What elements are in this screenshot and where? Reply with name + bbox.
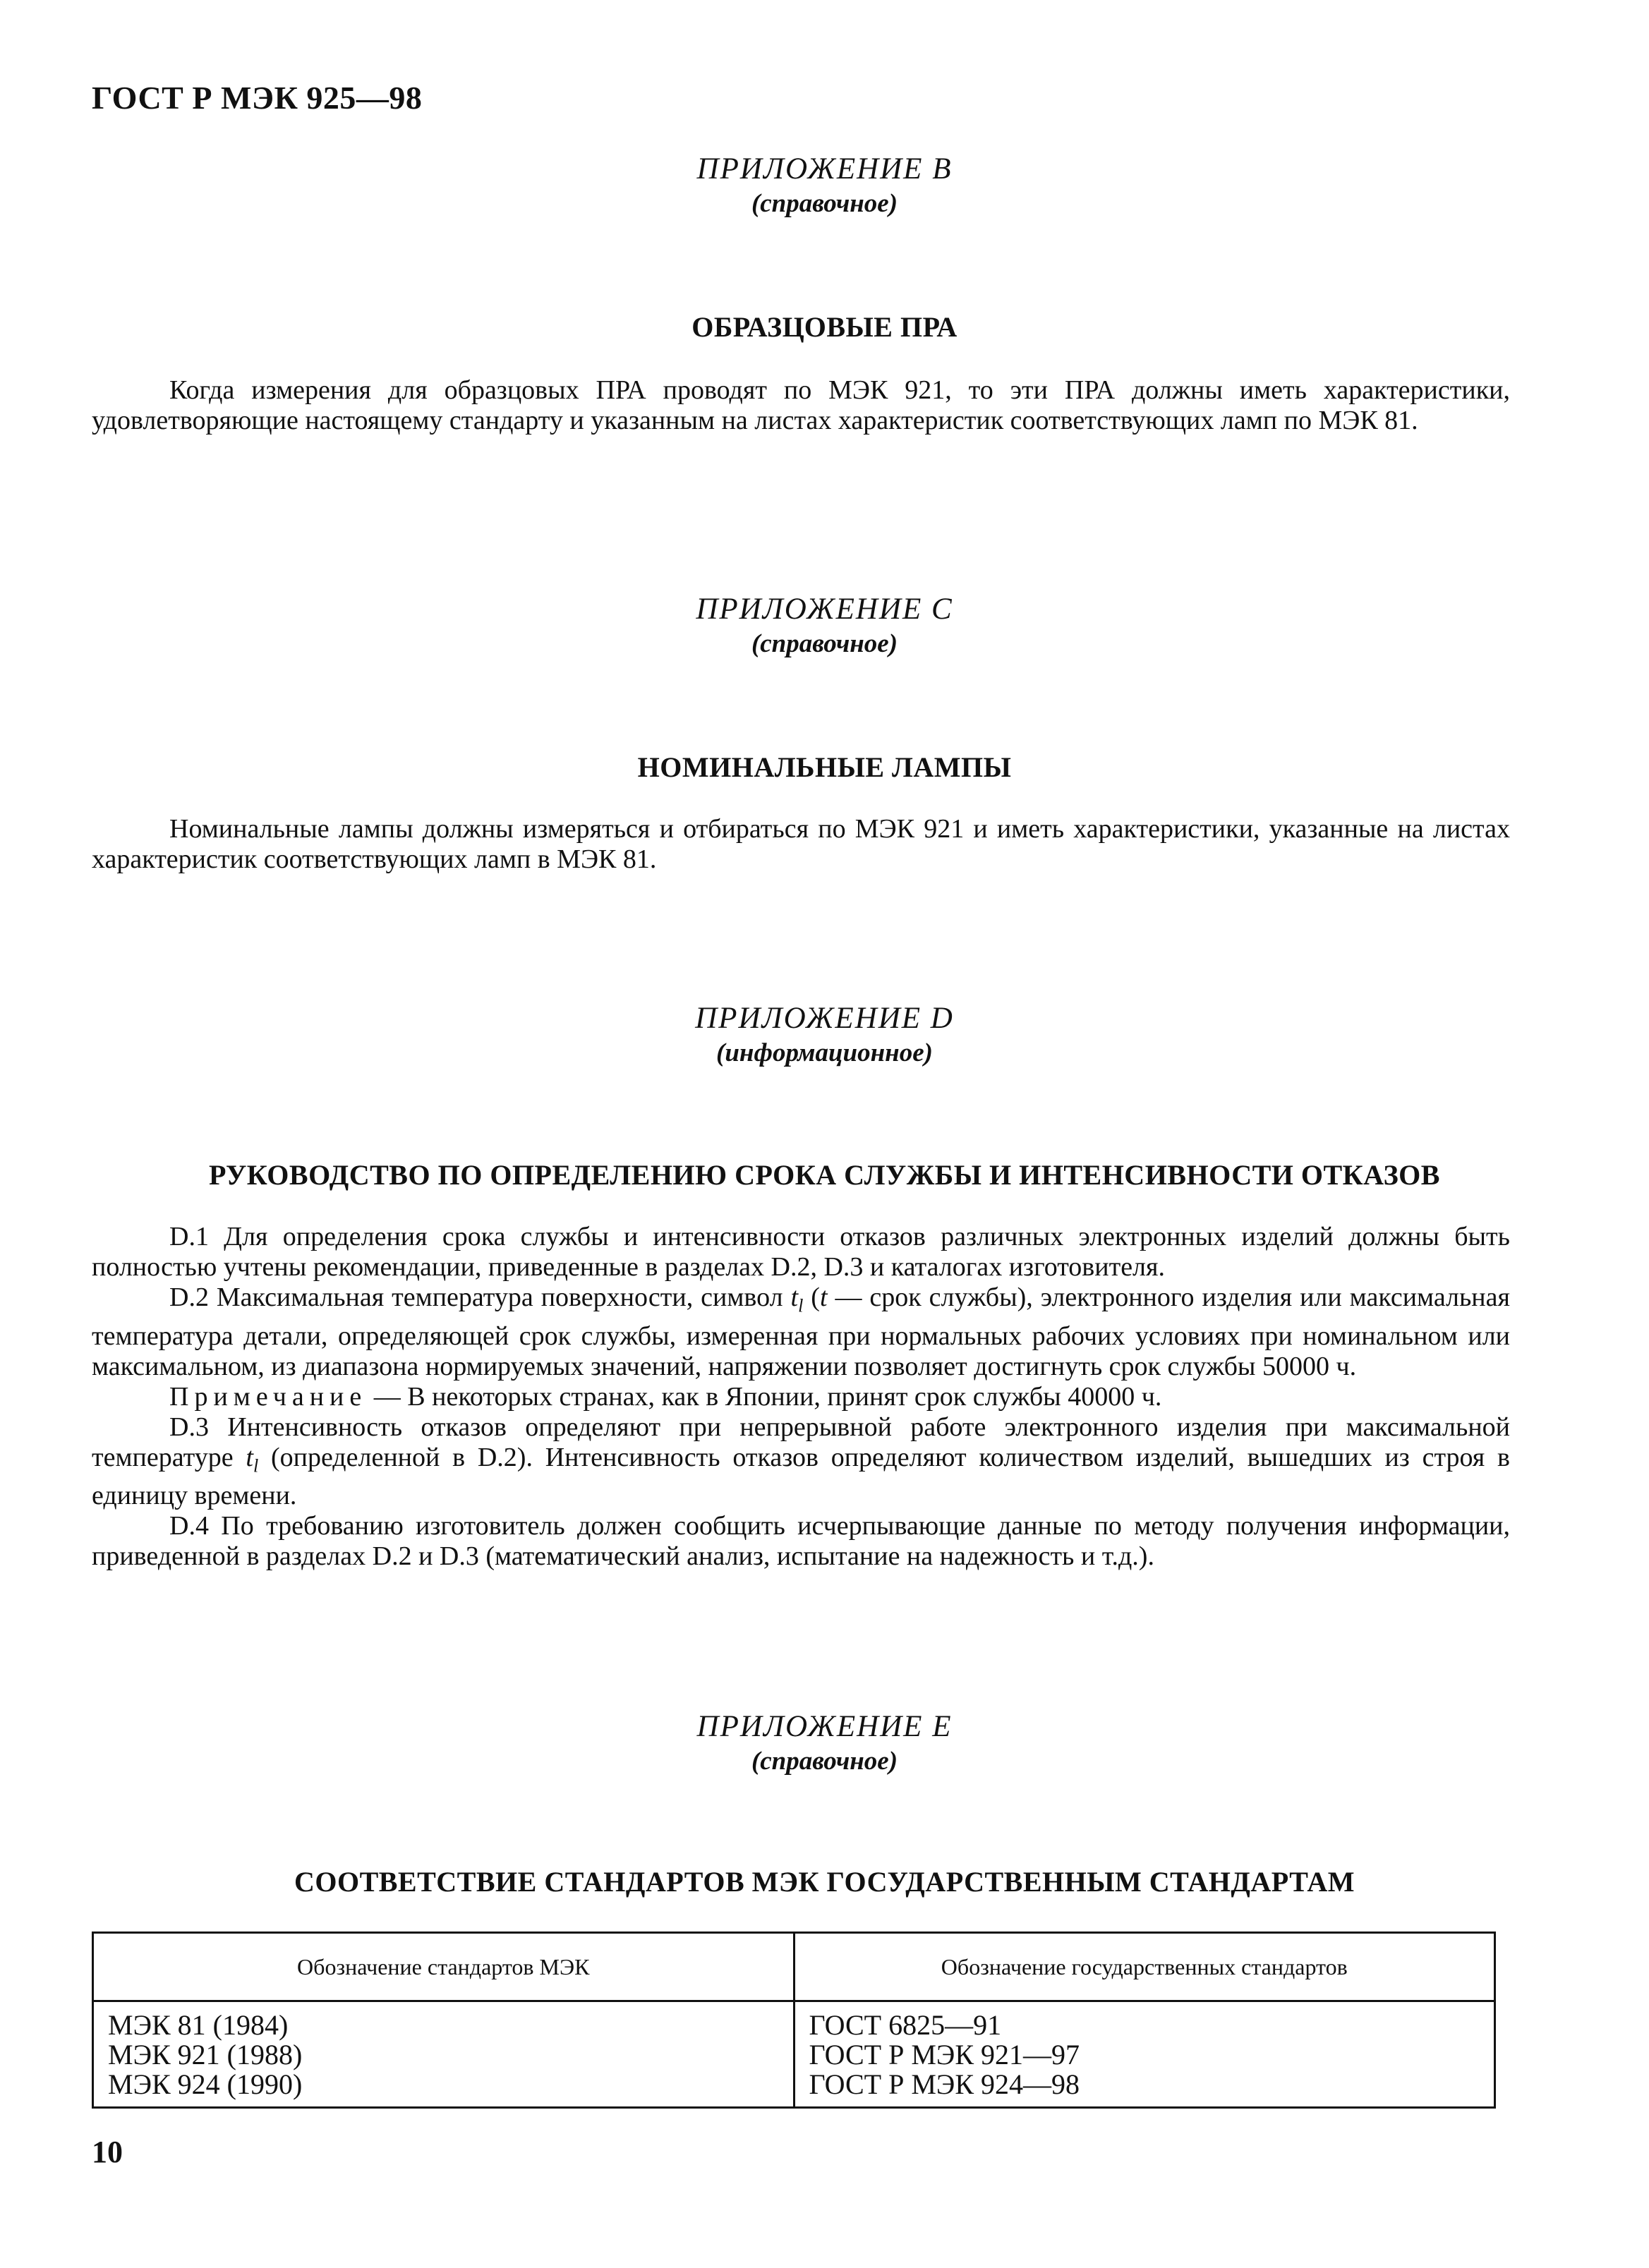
iec-standard: МЭК 81 (1984) xyxy=(108,2009,289,2041)
appendix-e-header xyxy=(0,1709,1649,1778)
table-row xyxy=(94,2001,1494,2107)
appendix-e-status: (справочное) xyxy=(751,1747,898,1776)
iec-column xyxy=(94,2001,794,2107)
appendix-c-header xyxy=(0,591,1649,660)
appendix-b-paragraph: Когда измерения для образцовых ПРА проводят по МЭК 921, то эти ПРА должны иметь характеристики, удовлетворяющие настоящему стандарту и указанным на листах характеристик соответствующих ламп по МЭК 81. xyxy=(92,375,1510,435)
appendix-c-status: (справочное) xyxy=(751,629,898,658)
appendix-d-status: (информационное) xyxy=(716,1038,933,1067)
appendix-d-header xyxy=(0,1000,1649,1069)
appendix-e-title: ПРИЛОЖЕНИЕ Е xyxy=(696,1710,953,1743)
table-header-iec: Обозначение стандартов МЭК xyxy=(94,1934,794,2001)
appendix-b-header xyxy=(0,151,1649,220)
appendix-d-body xyxy=(92,1222,1510,1572)
appendix-b-status: (справочное) xyxy=(751,189,898,218)
appendix-d-title: ПРИЛОЖЕНИЕ D xyxy=(695,1002,954,1035)
clause-d1: D.1 Для определения срока службы и интенсивности отказов различных электронных изделий должны быть полностью учтены рекомендации, приведенные в разделах D.2, D.3 и каталогах изготовителя. xyxy=(92,1222,1510,1282)
clause-d3: D.3 Интенсивность отказов определяют при непрерывной работе электронного изделия при максимальной температуре $t_l$ (определенной в D.2). Интенсивность отказов определяют количеством изделий, вышедших из строя в единицу времени. xyxy=(92,1412,1511,1511)
appendix-e-heading: СООТВЕТСТВИЕ СТАНДАРТОВ МЭК ГОСУДАРСТВЕННЫМ СТАНДАРТАМ xyxy=(294,1866,1355,1898)
appendix-c-paragraph: Номинальные лампы должны измеряться и отбираться по МЭК 921 и иметь характеристики, указанные на листах характеристик соответствующих ламп в МЭК 81. xyxy=(92,814,1510,874)
note-label: Примечание xyxy=(169,1381,368,1412)
appendix-c-title: ПРИЛОЖЕНИЕ С xyxy=(696,593,953,626)
clause-d2: D.2 Максимальная температура поверхности, символ $t_l$ (t — срок службы), электронного изделия или максимальная температура детали, определяющей срок службы, измеренная при нормальных рабочих условиях при номинальном или максимальном, из диапазона нормируемых значений, напряжении позволяет достигнуть срок службы 50000 ч. xyxy=(92,1282,1510,1381)
appendix-b-heading: ОБРАЗЦОВЫЕ ПРА xyxy=(691,311,958,343)
gost-column xyxy=(794,2001,1494,2107)
iec-standard: МЭК 924 (1990) xyxy=(108,2068,303,2100)
page-number: 10 xyxy=(92,2135,123,2169)
gost-standard: ГОСТ Р МЭК 921—97 xyxy=(809,2039,1080,2070)
document-code: ГОСТ Р МЭК 925—98 xyxy=(92,80,423,116)
clause-d4: D.4 По требованию изготовитель должен сообщить исчерпывающие данные по методу получения информации, приведенной в разделах D.2 и D.3 (математический анализ, испытание на надежность и т.д.). xyxy=(92,1511,1510,1572)
gost-standard: ГОСТ 6825—91 xyxy=(809,2009,1002,2041)
standards-table xyxy=(92,1932,1496,2109)
appendix-c-heading: НОМИНАЛЬНЫЕ ЛАМПЫ xyxy=(637,751,1012,783)
gost-standard: ГОСТ Р МЭК 924—98 xyxy=(809,2068,1080,2100)
appendix-b-title: ПРИЛОЖЕНИЕ В xyxy=(696,152,953,186)
iec-standard: МЭК 921 (1988) xyxy=(108,2039,303,2070)
clause-d2-note: Примечание — В некоторых странах, как в Японии, принят срок службы 40000 ч. xyxy=(169,1381,1162,1412)
appendix-d-heading: РУКОВОДСТВО ПО ОПРЕДЕЛЕНИЮ СРОКА СЛУЖБЫ И ИНТЕНСИВНОСТИ ОТКАЗОВ xyxy=(209,1159,1440,1191)
table-header-gost: Обозначение государственных стандартов xyxy=(794,1934,1494,2001)
